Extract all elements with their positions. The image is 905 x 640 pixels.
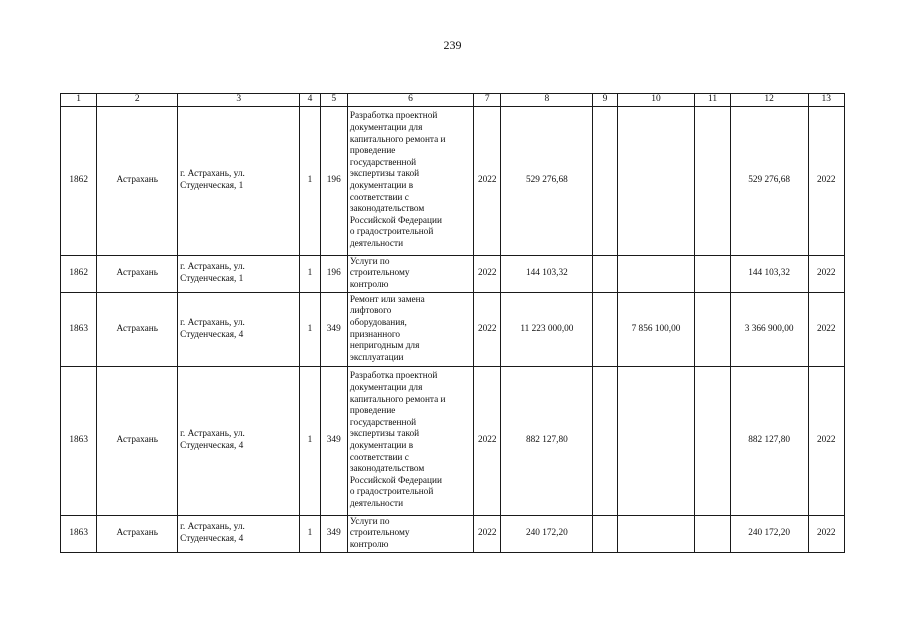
- work-type-line: проведение: [349, 406, 396, 417]
- col9-cell: [593, 367, 617, 516]
- col11-cell: [695, 293, 730, 367]
- address-line: Студенческая, 4: [180, 329, 244, 340]
- address-cell: [178, 367, 300, 516]
- city-cell: Астрахань: [97, 367, 178, 516]
- city-cell: Астрахань: [97, 293, 178, 367]
- repair-program-table: [60, 93, 845, 553]
- col11-cell: [695, 107, 730, 256]
- work-type-line: государственной: [349, 157, 417, 168]
- col12-cell: 240 172,20: [730, 516, 808, 553]
- work-type-line: соответствии с: [349, 452, 409, 463]
- col12-cell: 529 276,68: [730, 107, 808, 256]
- table-row: [61, 367, 845, 516]
- year-cell: 2022: [474, 107, 501, 256]
- address-line: Студенческая, 1: [180, 274, 244, 284]
- work-type-cell: [347, 107, 473, 256]
- address-line: г. Астрахань, ул.: [180, 262, 245, 273]
- page-number: 239: [443, 38, 462, 52]
- work-type-line: лифтового: [349, 306, 392, 317]
- address-line: Студенческая, 4: [180, 534, 244, 544]
- work-type-line: законодательством: [349, 464, 425, 475]
- col9-cell: [593, 256, 617, 293]
- work-type-line: строительному: [349, 268, 410, 279]
- work-type-line: документации в: [349, 181, 414, 191]
- col4-cell: 1: [300, 256, 320, 293]
- work-type-cell: [347, 516, 473, 553]
- header-cell: 7: [474, 94, 501, 107]
- col10-cell: [617, 256, 695, 293]
- row-number-cell: 1862: [61, 256, 97, 293]
- col11-cell: [695, 516, 730, 553]
- work-type-line: проведение: [349, 146, 396, 157]
- work-type-cell: [347, 256, 473, 293]
- header-cell: 8: [501, 94, 593, 107]
- work-type-line: документации для: [349, 123, 423, 134]
- address-line: Студенческая, 4: [180, 441, 244, 451]
- total-cost-cell: 240 172,20: [501, 516, 593, 553]
- row-number-cell: 1863: [61, 516, 97, 553]
- col10-cell: [617, 516, 695, 553]
- col11-cell: [695, 367, 730, 516]
- col4-cell: 1: [300, 293, 320, 367]
- row-number-cell: 1862: [61, 107, 97, 256]
- row-number-cell: 1863: [61, 367, 97, 516]
- work-type-line: Разработка проектной: [349, 111, 438, 122]
- work-type-line: документации в: [349, 441, 414, 451]
- completion-year-cell: 2022: [808, 107, 844, 256]
- year-cell: 2022: [474, 367, 501, 516]
- total-cost-cell: 11 223 000,00: [501, 293, 593, 367]
- address-line: Студенческая, 1: [180, 181, 244, 191]
- table-row: [61, 516, 845, 553]
- work-type-line: Российской Федерации: [349, 215, 442, 226]
- header-cell: 13: [808, 94, 844, 107]
- col9-cell: [593, 293, 617, 367]
- header-cell: 3: [178, 94, 300, 107]
- address-cell: [178, 256, 300, 293]
- col5-cell: 196: [320, 107, 347, 256]
- work-type-line: Услуги по: [349, 256, 390, 267]
- year-cell: 2022: [474, 516, 501, 553]
- work-type-line: капитального ремонта и: [349, 134, 446, 145]
- address-line: г. Астрахань, ул.: [180, 169, 245, 180]
- completion-year-cell: 2022: [808, 256, 844, 293]
- col10-cell: [617, 367, 695, 516]
- col5-cell: 196: [320, 256, 347, 293]
- work-type-line: соответствии с: [349, 192, 409, 203]
- completion-year-cell: 2022: [808, 293, 844, 367]
- header-cell: 12: [730, 94, 808, 107]
- col11-cell: [695, 256, 730, 293]
- col10-cell: 7 856 100,00: [617, 293, 695, 367]
- work-type-line: капитального ремонта и: [349, 394, 446, 405]
- header-cell: 1: [61, 94, 97, 107]
- row-number-cell: 1863: [61, 293, 97, 367]
- header-cell: 9: [593, 94, 617, 107]
- col9-cell: [593, 107, 617, 256]
- work-type-line: законодательством: [349, 204, 425, 215]
- year-cell: 2022: [474, 256, 501, 293]
- city-cell: Астрахань: [97, 107, 178, 256]
- work-type-line: эксплуатации: [349, 352, 404, 363]
- work-type-line: документации для: [349, 383, 423, 394]
- work-type-line: деятельности: [349, 498, 404, 509]
- table-body: [61, 107, 845, 553]
- header-cell: 4: [300, 94, 320, 107]
- completion-year-cell: 2022: [808, 516, 844, 553]
- work-type-line: строительному: [349, 528, 410, 539]
- work-type-line: экспертизы такой: [349, 169, 420, 180]
- col5-cell: 349: [320, 293, 347, 367]
- header-cell: 11: [695, 94, 730, 107]
- work-type-line: государственной: [349, 417, 417, 428]
- col4-cell: 1: [300, 516, 320, 553]
- work-type-cell: [347, 367, 473, 516]
- work-type-line: экспертизы такой: [349, 429, 420, 440]
- work-type-line: оборудования,: [349, 317, 407, 328]
- col5-cell: 349: [320, 516, 347, 553]
- header-cell: 2: [97, 94, 178, 107]
- work-type-line: деятельности: [349, 238, 404, 249]
- work-type-line: Российской Федерации: [349, 475, 442, 486]
- work-type-line: о градостроительной: [349, 227, 434, 238]
- header-cell: 10: [617, 94, 695, 107]
- work-type-line: Услуги по: [349, 516, 390, 527]
- work-type-line: Разработка проектной: [349, 371, 438, 382]
- col4-cell: 1: [300, 367, 320, 516]
- col12-cell: 3 366 900,00: [730, 293, 808, 367]
- city-cell: Астрахань: [97, 256, 178, 293]
- work-type-line: о градостроительной: [349, 487, 434, 498]
- col5-cell: 349: [320, 367, 347, 516]
- table-row: [61, 293, 845, 367]
- total-cost-cell: 144 103,32: [501, 256, 593, 293]
- col4-cell: 1: [300, 107, 320, 256]
- table-row: [61, 256, 845, 293]
- city-cell: Астрахань: [97, 516, 178, 553]
- header-cell: 5: [320, 94, 347, 107]
- completion-year-cell: 2022: [808, 367, 844, 516]
- work-type-line: контролю: [349, 279, 389, 290]
- address-line: г. Астрахань, ул.: [180, 429, 245, 440]
- work-type-line: непригодным для: [349, 341, 420, 352]
- year-cell: 2022: [474, 293, 501, 367]
- header-row: [61, 94, 845, 107]
- col12-cell: 144 103,32: [730, 256, 808, 293]
- work-type-cell: [347, 293, 473, 367]
- work-type-line: признанного: [349, 329, 401, 340]
- address-cell: [178, 107, 300, 256]
- work-type-line: Ремонт или замена: [349, 294, 425, 305]
- total-cost-cell: 882 127,80: [501, 367, 593, 516]
- col9-cell: [593, 516, 617, 553]
- total-cost-cell: 529 276,68: [501, 107, 593, 256]
- address-cell: [178, 516, 300, 553]
- address-line: г. Астрахань, ул.: [180, 317, 245, 328]
- col12-cell: 882 127,80: [730, 367, 808, 516]
- col10-cell: [617, 107, 695, 256]
- work-type-line: контролю: [349, 539, 389, 550]
- address-line: г. Астрахань, ул.: [180, 522, 245, 533]
- table-row: [61, 107, 845, 256]
- address-cell: [178, 293, 300, 367]
- header-cell: 6: [347, 94, 473, 107]
